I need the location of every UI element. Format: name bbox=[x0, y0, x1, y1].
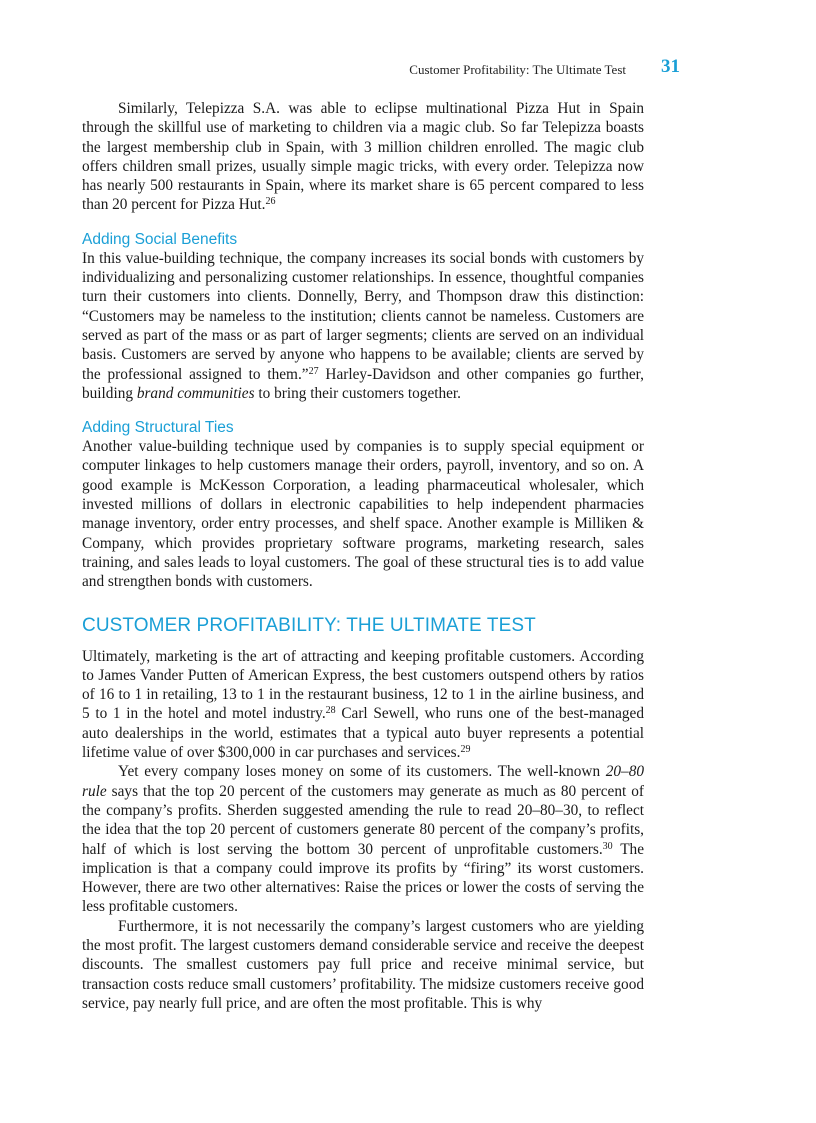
paragraph-social-benefits bbox=[82, 249, 644, 403]
paragraph-text: Carl Sewell, who runs one of the best-managed auto dealerships in the world, estimates that a typical auto buyer represents a potential lifetime value of over $300,000 in car purchases and services. bbox=[82, 705, 644, 762]
subheading-social-benefits: Adding Social Benefits bbox=[82, 230, 238, 248]
section-heading: CUSTOMER PROFITABILITY: THE ULTIMATE TEST bbox=[82, 614, 536, 636]
paragraph-text: Harley-Davidson and other companies go further, building bbox=[82, 365, 644, 402]
paragraph-profitability-1 bbox=[82, 647, 644, 763]
paragraph-structural-ties: Another value-building technique used by companies is to supply special equipment or computer linkages to help customers manage their orders, payroll, inventory, and so on. A good example is McKesson Corporation, a leading pharmaceutical wholesaler, which invested millions of dollars in electronic capabilities to help independent pharmacies manage inventory, order entry processes, and shelf space. Another example is Milliken & Company, which provides proprietary software programs, marketing research, sales training, and sales leads to loyal customers. The goal of these structural ties is to add value and strengthen bonds with customers. bbox=[82, 438, 644, 591]
page-number: 31 bbox=[661, 56, 680, 77]
running-title: Customer Profitability: The Ultimate Test bbox=[409, 62, 626, 77]
subheading-structural-ties: Adding Structural Ties bbox=[82, 419, 234, 437]
paragraph-text: In this value-building technique, the company increases its social bonds with customers by individualizing and personalizing customer relationships. In essence, thoughtful companies turn their customers into clients. Donnelly, Berry, and Thompson draw this distinction: “Customers may be nameless to the institution; clients cannot be nameless. Customers are served as part of the mass or as part of larger segments; clients are served on an individual basis. Customers are served by anyone who happens to be available; clients are served by the professional assigned to them.” bbox=[82, 249, 644, 383]
paragraph-telepizza bbox=[82, 99, 644, 215]
footnote-ref: 26 bbox=[265, 196, 276, 208]
footnote-ref: 27 bbox=[308, 365, 319, 377]
paragraph-profitability-3: Furthermore, it is not necessarily the company’s largest customers who are yielding the most profit. The largest customers demand considerable service and receive the deepest discounts. The smallest customers pay full price and receive minimal service, but transaction costs reduce small customers’ profitability. The midsize customers receive good service, pay nearly full price, and are often the most profitable. This is why bbox=[82, 917, 644, 1012]
footnote-ref: 30 bbox=[602, 840, 613, 852]
paragraph-text: says that the top 20 percent of the customers may generate as much as 80 percent of the company’s profits. Sherden suggested amending the rule to read 20–80–30, to reflect the idea that the top 20 percent of customers generate 80 percent of the company’s profits, half of which is lost serving the bottom 30 percent of unprofitable customers. bbox=[82, 782, 644, 858]
paragraph-text: Yet every company loses money on some of its customers. The well-known bbox=[118, 763, 606, 781]
page-body bbox=[82, 99, 644, 1013]
paragraph-text: The implication is that a company could improve its profits by “firing” its worst customers. However, there are two other alternatives: Raise the prices or lower the costs of serving the less profitable customers. bbox=[82, 840, 644, 916]
running-header bbox=[82, 56, 680, 82]
paragraph-text: Similarly, Telepizza S.A. was able to eclipse multinational Pizza Hut in Spain through the skillful use of marketing to children via a magic club. So far Telepizza boasts the largest membership club in Spain, with 3 million children enrolled. The magic club offers children small prizes, usually simple magic tricks, with every order. Telepizza now has nearly 500 restaurants in Spain, where its market share is 65 percent compared to less than 20 percent for Pizza Hut. bbox=[82, 100, 644, 214]
paragraph-text: to bring their customers together. bbox=[254, 384, 461, 402]
footnote-ref: 29 bbox=[460, 744, 471, 756]
book-page bbox=[82, 56, 680, 1013]
paragraph-profitability-2 bbox=[82, 762, 644, 916]
emphasis-term: brand communities bbox=[136, 384, 255, 402]
emphasis-term: 20–80 rule bbox=[82, 763, 644, 800]
footnote-ref: 28 bbox=[325, 705, 336, 717]
paragraph-text: Ultimately, marketing is the art of attracting and keeping profitable customers. According to James Vander Putten of American Express, the best customers outspend others by ratios of 16 to 1 in retailing, 13 to 1 in the restaurant business, 12 to 1 in the airline business, and 5 to 1 in the hotel and motel industry. bbox=[82, 647, 644, 723]
